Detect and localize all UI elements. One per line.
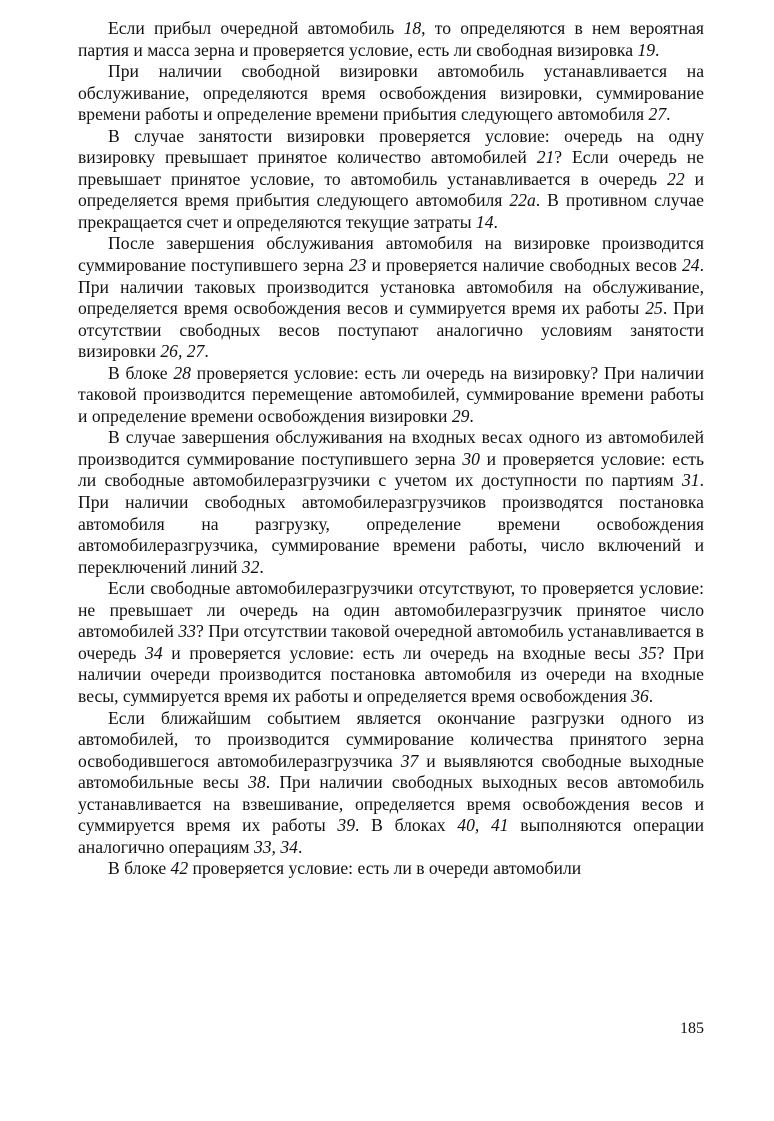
block-reference: 30 [462,448,480,469]
block-reference: 14 [475,211,494,232]
paragraph [78,858,704,880]
text-run: . [666,104,671,125]
block-reference: 22 [667,168,685,189]
text-run: . При наличии свободных автомобилеразгрузчиков производятся постановка автомобиля на разгрузку, определение времени освобождения автомобилеразгрузчика, суммирование времени работы, число включений и переключений линий [78,470,704,577]
text-run: . [297,836,303,857]
block-reference: 24 [682,255,700,276]
text-run: проверяется условие: есть ли в очереди автомобили [188,858,582,879]
block-reference: 32 [241,556,260,577]
text-run: . При отсутствии свободных весов поступают аналогично условиям занятости визировки [78,298,704,362]
text-run: В случае занятости визировки проверяется условие: очередь на одну визировку превышает принятое количество автомобилей [78,125,704,168]
block-reference: 35 [639,642,657,663]
text-run: , то определяются в нем вероятная партия и масса зерна и проверяется условие, есть ли свободная визировка [78,18,704,60]
text-run: . [259,556,264,577]
block-reference: 19 [637,39,656,60]
text-run: Если ближайшим событием является окончание разгрузки одного из автомобилей, то производится суммирование количества принятого зерна освободившегося автомобилеразгрузчика [78,707,704,771]
text-run: В блоке [108,362,174,383]
paragraph [78,578,704,707]
block-reference: 18 [403,18,422,38]
block-reference: 29 [451,405,470,426]
text-run: . При наличии таковых производится установка автомобиля на обслуживание, определяется время освобождения весов и суммируется время их работы [78,255,704,319]
text-run: В блоке [108,858,171,879]
paragraph [78,427,704,578]
block-reference: 38 [248,772,266,793]
block-reference: 33 [178,621,196,642]
block-reference: 23 [348,255,367,276]
text-run: выполняются операции аналогично операциям [78,815,705,857]
block-reference: 36 [631,685,649,706]
block-reference: 33, 34 [253,836,298,857]
paragraph [78,61,704,126]
text-run: . При наличии свободных выходных весов автомобиль устанавливается на взвешивание, определяется время освобождения весов и суммируется время их работы [78,772,704,836]
paragraph [78,708,704,859]
block-reference: 21 [536,147,555,168]
block-reference: 34 [145,642,163,663]
text-run: и проверяется условие: есть ли свободные автомобилеразгрузчики с учетом их доступности по партиям [78,448,704,491]
block-reference: 25 [645,298,663,319]
text-run: . [204,341,209,362]
paragraph [78,18,704,61]
block-reference: 40, 41 [457,815,509,836]
block-reference: 42 [170,858,189,879]
text-run: Если свободные автомобилеразгрузчики отсутствуют, то проверяется условие: не превышает ли очередь на один автомобилеразгрузчик принятое число автомобилей [78,578,704,642]
text-run: ? Если очередь не превышает принятое условие, то автомобиль устанавливается в очередь [78,147,704,189]
block-reference: 39 [337,815,356,836]
page-body [78,18,704,880]
text-run: . В блоках [355,815,458,836]
text-run: ? При отсутствии таковой очередной автомобиль устанавливается в очередь [78,621,704,663]
text-run: . В противном случае прекращается счет и определяются текущие затраты [78,190,704,232]
paragraph [78,126,704,234]
text-run: ? При наличии очереди производится постановка автомобиля из очереди на входные весы, суммируется время их работы и определяется время освобождения [78,642,704,706]
text-run: проверяется условие: есть ли очередь на визировку? При наличии таковой производится перемещение автомобилей, суммирование времени работы и определение времени освобождения визировки [78,362,704,426]
block-reference: 28 [173,362,191,383]
paragraph [78,233,704,362]
text-run: При наличии свободной визировки автомобиль устанавливается на обслуживание, определяются время освобождения визировки, суммирование времени работы и определение времени прибытия следующего автомобиля [78,61,704,125]
block-reference: 37 [400,750,419,771]
text-run: . [493,211,498,232]
text-run: После завершения обслуживания автомобиля на визировке производится суммирование поступившего зерна [78,233,704,276]
block-reference: 22а [509,190,536,211]
text-run: В случае завершения обслуживания на входных весах одного из автомобилей производится суммирование поступившего зерна [78,427,704,469]
paragraph [78,363,704,428]
text-run: Если прибыл очередной автомобиль [108,18,404,38]
block-reference: 27 [648,104,667,125]
block-reference: 31 [682,470,700,491]
text-run: . [648,685,654,706]
text-run: и определяется время прибытия следующего автомобиля [78,168,704,211]
text-run: и выявляются свободные выходные автомобильные весы [78,750,704,793]
text-run: и проверяется наличие свободных весов [366,255,682,276]
page-number: 185 [680,1020,704,1037]
text-run: . [655,39,660,60]
block-reference: 26, 27 [160,341,205,362]
text-run: . [469,405,474,426]
text-run: и проверяется условие: есть ли очередь на входные весы [162,642,640,663]
